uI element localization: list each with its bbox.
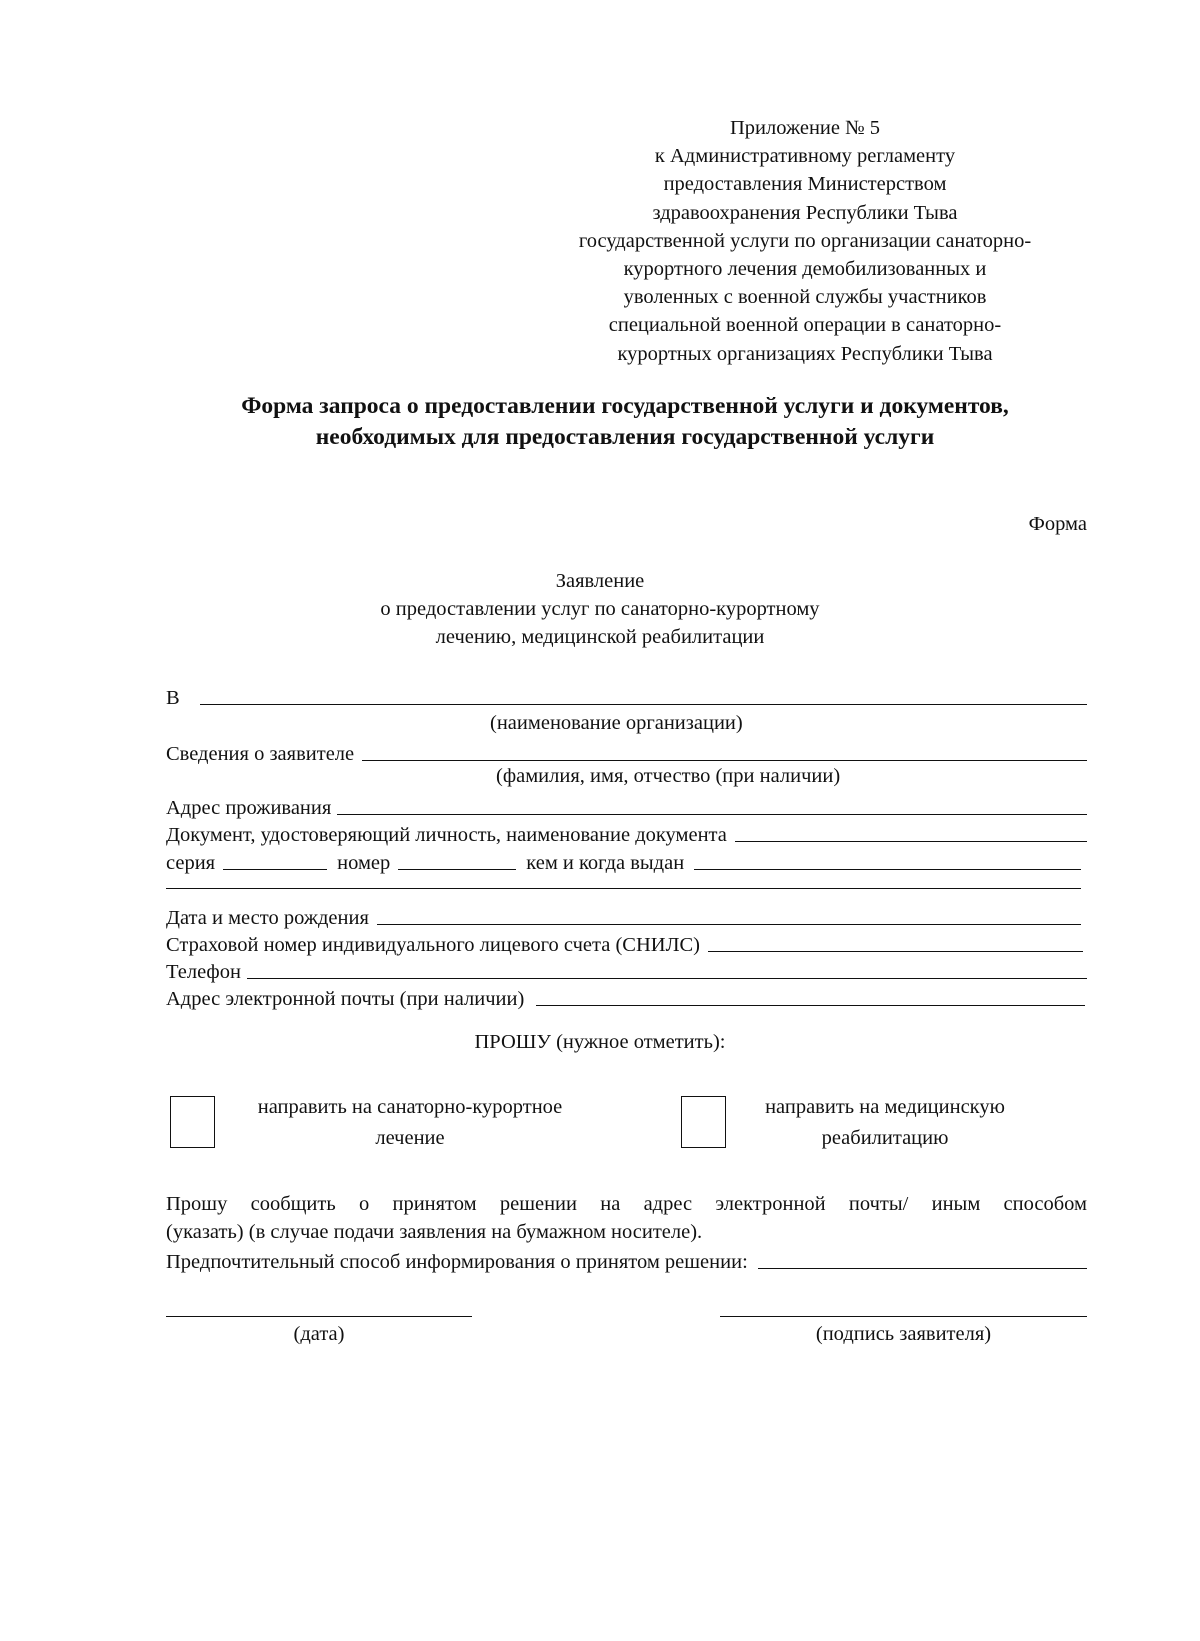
phone-label: Телефон [166, 961, 241, 983]
phone-row [166, 956, 1087, 984]
issued-continuation-line[interactable] [166, 888, 1081, 889]
address-label: Адрес проживания [166, 797, 332, 819]
fio-hint: (фамилия, имя, отчество (при наличии) [496, 765, 841, 787]
birth-row [166, 902, 1081, 930]
passport-row [166, 847, 1081, 875]
snils-line[interactable] [708, 951, 1083, 952]
to-prefix: В [166, 687, 180, 709]
request-heading: ПРОШУ (нужное отметить): [474, 1031, 726, 1053]
applicant-row [166, 738, 1087, 766]
appendix-line: здравоохранения Республики Тыва [652, 201, 958, 224]
appendix-line: курортных организациях Республики Тыва [617, 342, 993, 365]
notify-line-1: Прошу сообщить о принятом решении на адрес электронной почты/ иным способом [166, 1193, 1087, 1215]
number-line[interactable] [398, 869, 516, 870]
series-label: серия [166, 852, 216, 874]
notify-method-label: Предпочтительный способ информирования о принятом решении: [166, 1251, 748, 1273]
applicant-line[interactable] [362, 760, 1087, 761]
birth-line[interactable] [377, 924, 1081, 925]
rehabilitation-option-label [735, 1092, 1035, 1154]
sanatorium-checkbox[interactable] [170, 1096, 215, 1148]
signature-caption: (подпись заявителя) [815, 1323, 992, 1345]
appendix-line: государственной услуги по организации санаторно- [578, 229, 1032, 252]
series-line[interactable] [223, 869, 327, 870]
option-line: реабилитацию [821, 1127, 949, 1149]
phone-line[interactable] [247, 978, 1087, 979]
appendix-header [520, 114, 1090, 368]
id-document-line[interactable] [735, 841, 1087, 842]
title-line-1: Форма запроса о предоставлении государственной услуги и документов, [241, 393, 1009, 419]
address-row [166, 792, 1087, 820]
applicant-label: Сведения о заявителе [166, 743, 355, 765]
birth-label: Дата и место рождения [166, 907, 369, 929]
title-line-2: необходимых для предоставления государственной услуги [315, 424, 935, 450]
notify-method-line[interactable] [758, 1268, 1087, 1269]
organization-line[interactable] [200, 704, 1087, 705]
id-document-row [166, 819, 1087, 847]
statement-line-1: Заявление [555, 570, 645, 592]
notify-method-row [166, 1246, 1087, 1274]
appendix-line: курортного лечения демобилизованных и [623, 258, 987, 281]
document-title [150, 391, 1100, 453]
option-line: лечение [375, 1127, 445, 1149]
sanatorium-option-label [225, 1092, 595, 1154]
appendix-line: к Административному регламенту [654, 145, 956, 168]
email-line[interactable] [536, 1005, 1085, 1006]
email-label: Адрес электронной почты (при наличии) [166, 988, 525, 1010]
statement-heading [300, 567, 900, 651]
option-line: направить на санаторно-курортное [257, 1096, 563, 1118]
snils-row [166, 929, 1083, 957]
rehabilitation-checkbox[interactable] [681, 1096, 726, 1148]
notify-line-2: (указать) (в случае подачи заявления на бумажном носителе). [166, 1221, 703, 1243]
address-line[interactable] [337, 814, 1087, 815]
organization-row [166, 682, 1087, 710]
appendix-line: предоставления Министерством [663, 173, 947, 196]
organization-hint: (наименование организации) [490, 712, 743, 734]
statement-line-2: о предоставлении услуг по санаторно-курортному [380, 598, 820, 620]
date-caption: (дата) [293, 1323, 345, 1345]
appendix-line: уволенных с военной службы участников [623, 286, 987, 309]
option-line: направить на медицинскую [765, 1096, 1005, 1118]
issued-line[interactable] [694, 869, 1081, 870]
form-label: Форма [1028, 513, 1087, 535]
email-row [166, 983, 1085, 1011]
appendix-line: специальной военной операции в санаторно- [608, 314, 1002, 337]
number-label: номер [337, 852, 391, 874]
notify-paragraph [166, 1190, 1087, 1246]
id-document-label: Документ, удостоверяющий личность, наименование документа [166, 824, 727, 846]
appendix-line: Приложение № 5 [729, 117, 881, 139]
issued-label: кем и когда выдан [526, 852, 685, 874]
statement-line-3: лечению, медицинской реабилитации [435, 626, 765, 648]
date-line[interactable] [166, 1316, 472, 1317]
signature-line[interactable] [720, 1316, 1087, 1317]
snils-label: Страховой номер индивидуального лицевого счета (СНИЛС) [166, 934, 700, 956]
